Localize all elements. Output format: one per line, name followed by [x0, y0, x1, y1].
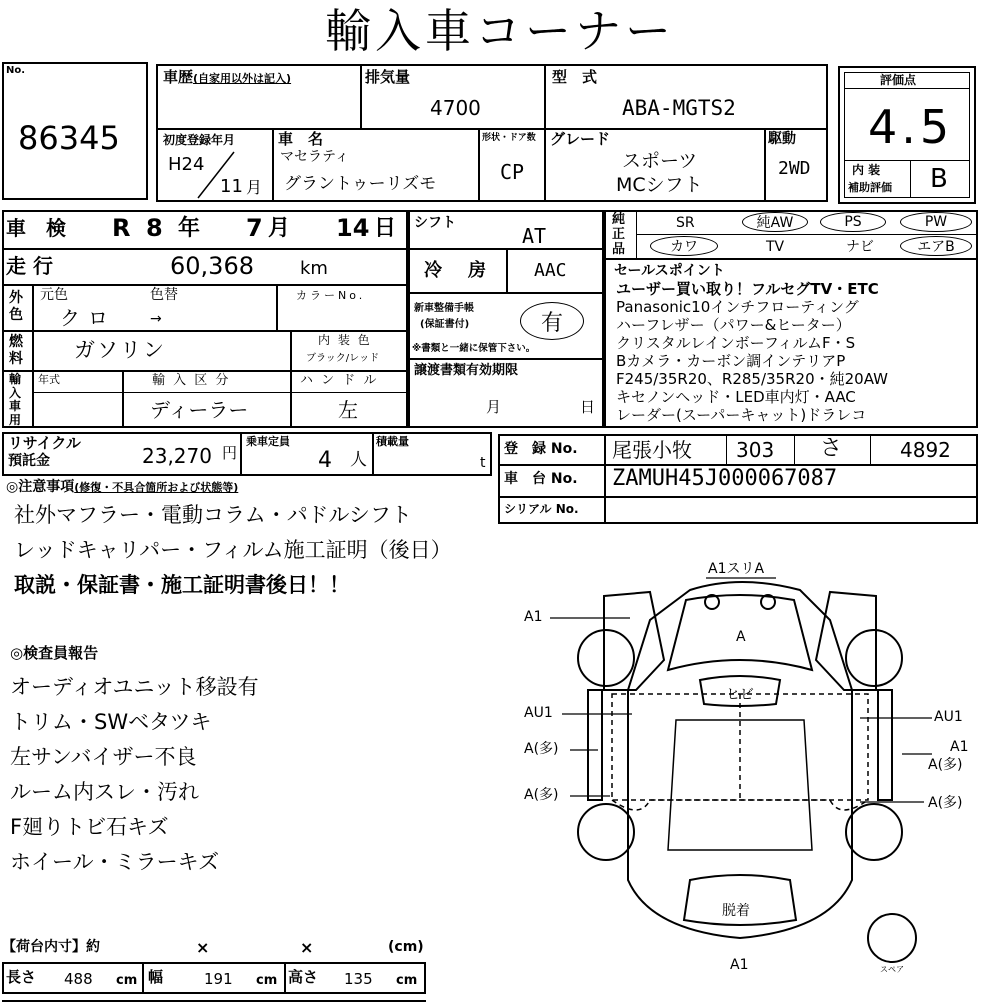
capacity-value: 4 [318, 448, 332, 473]
caution-line: 社外マフラー・電動コラム・パドルシフト [14, 503, 412, 527]
sales-lines [616, 280, 888, 424]
grade-label: グレード [550, 130, 611, 148]
shift-label: シフト [414, 215, 456, 231]
score-label: 評価点 [880, 73, 917, 87]
cargo-x1: × [196, 938, 210, 957]
manual-label: 新車整備手帳 [414, 303, 474, 314]
caution-line: レッドキャリパー・フィルム施工証明（後日） [14, 538, 452, 562]
cargo-height-label: 高さ [288, 968, 319, 986]
interior-color-label: 内 装 色 [318, 333, 372, 347]
diag-left-2: AU1 [524, 705, 553, 721]
drive-label: 駆動 [768, 131, 796, 147]
diag-glass-label: ヒビ [726, 687, 754, 703]
cargo-height: 135 [344, 970, 373, 988]
inspector-line: ルーム内スレ・汚れ [10, 780, 199, 804]
cargo-width-label: 幅 [148, 968, 164, 986]
shift-value: AT [522, 224, 547, 248]
diag-spare-label: スペア [880, 965, 904, 974]
registration-label: 登 録 No. [504, 441, 578, 457]
lot-number: 86345 [18, 119, 120, 157]
car-maker: マセラティ [280, 149, 349, 165]
inspector-line: オーディオユニット移設有 [10, 675, 259, 699]
inspection-day: 14 [336, 214, 370, 242]
serial-label: シリアル No. [504, 502, 579, 516]
displacement-value: 4700 [430, 96, 481, 120]
mileage-unit: km [300, 258, 328, 279]
inspection-label: 車 検 [6, 216, 66, 240]
car-model: グラントゥーリズモ [284, 174, 437, 194]
load-unit: t [480, 455, 486, 471]
fuel-label: 燃料 [9, 334, 23, 367]
load-label: 積載量 [376, 435, 409, 448]
equip-aw: 純AW [742, 212, 808, 232]
handle-label: ハ ン ド ル [300, 373, 379, 388]
diag-left-3: A(多) [524, 741, 559, 757]
manual-value-circle [520, 302, 584, 340]
handle-value: 左 [338, 398, 358, 422]
inspection-year-unit: 年 [178, 216, 201, 241]
color-label: 外色 [9, 290, 23, 323]
manual-note: ※書類と一緒に保管下さい。 [412, 343, 536, 354]
equip-tv: TV [766, 239, 785, 255]
inspector-line: 左サンバイザー不良 [10, 745, 197, 769]
color-code-label: カラーNo. [296, 289, 366, 302]
equip-airbag: エアB [900, 236, 972, 256]
score-value: 4.5 [868, 100, 954, 154]
cargo-width-cm: cm [256, 973, 278, 988]
diag-left-4: A(多) [524, 787, 559, 803]
cargo-length-cm: cm [116, 973, 138, 988]
orig-color-value: クロ [60, 306, 116, 330]
body-label: 形状・ドア数 [482, 133, 536, 143]
grade-line2: MCシフト [616, 174, 703, 196]
capacity-label: 乗車定員 [246, 435, 290, 448]
inspection-era: R [112, 214, 131, 242]
body-value: CP [500, 160, 525, 184]
cargo-label: 【荷台内寸】約 [2, 939, 100, 955]
model-code-label: 型 式 [552, 68, 598, 86]
first-reg-year: H24 [168, 154, 205, 175]
diag-right-2: A1 [950, 739, 969, 755]
import-year-label: 年式 [38, 373, 60, 386]
grade-line1: スポーツ [622, 150, 698, 172]
equip-leather: カワ [650, 236, 718, 256]
sales-line: キセノンヘッド・LED車内灯・AAC [616, 388, 856, 406]
diag-right-3: A(多) [928, 757, 963, 773]
caution-line: 取説・保証書・施工証明書後日！！ [14, 573, 350, 597]
first-reg-month-unit: 月 [246, 178, 263, 197]
sales-line: レーダー(スーパーキャット)ドラレコ [616, 406, 867, 424]
manual-sub: (保証書付) [420, 319, 470, 330]
inspector-lines [10, 670, 259, 880]
sales-label: セールスポイント [614, 263, 725, 279]
diag-right-4: A(多) [928, 795, 963, 811]
first-reg-label: 初度登録年月 [163, 133, 236, 147]
caution-lines [14, 498, 452, 603]
aircon-value: AAC [534, 260, 567, 281]
sales-line: クリスタルレインボーフィルムF・S [616, 334, 856, 352]
car-name-label: 車 名 [278, 130, 324, 148]
interior-color-value: ブラック/レッド [306, 353, 380, 364]
capacity-unit: 人 [350, 450, 367, 470]
page-title: 輸入車コーナー [325, 4, 675, 58]
cargo-length-label: 長さ [6, 968, 37, 986]
diag-right-1: AU1 [934, 709, 963, 725]
inspection-month-unit: 月 [268, 216, 291, 241]
import-label: 輸入車用 [9, 372, 22, 427]
recycle-value: 23,270 [142, 444, 212, 468]
cargo-length: 488 [64, 970, 93, 988]
transfer-month-unit: 月 [486, 398, 502, 416]
recycle-label-2: 預託金 [8, 453, 50, 469]
sales-line: Bカメラ・カーボン調インテリアP [616, 352, 846, 370]
manual-value: 有 [540, 310, 563, 336]
equip-navi: ナビ [846, 239, 874, 255]
cargo-unit: (cm) [388, 939, 424, 955]
import-class-value: ディーラー [150, 398, 249, 422]
diag-rear-label: 脱着 [722, 903, 750, 919]
caution-label: ◎注意事項(修復・不具合箇所および状態等) [6, 479, 239, 495]
cargo-height-cm: cm [396, 973, 418, 988]
inspector-label: ◎検査員報告 [10, 644, 99, 662]
fuel-value: ガソリン [74, 338, 166, 362]
registration-kana: さ [820, 436, 843, 461]
registration-area: 尾張小牧 [612, 438, 692, 462]
transfer-day-unit: 日 [580, 398, 596, 416]
first-reg-month: 11 [220, 176, 243, 197]
change-color-label: 色替 [150, 287, 178, 303]
diag-bottom-label: A1 [730, 957, 749, 973]
sales-line: ユーザー買い取り！フルセグTV・ETC [616, 280, 879, 298]
inspection-year: 8 [146, 214, 163, 242]
inspection-day-unit: 日 [374, 216, 397, 241]
transfer-label: 譲渡書類有効期限 [414, 363, 519, 378]
mileage-value: 60,368 [170, 252, 254, 280]
lot-label: No. [6, 65, 26, 76]
inspection-month: 7 [246, 214, 263, 242]
recycle-label-1: リサイクル [8, 434, 81, 452]
chassis-label: 車 台 No. [504, 471, 578, 487]
cargo-x2: × [300, 938, 314, 957]
diag-left-1: A1 [524, 609, 543, 625]
equip-ps: PS [820, 212, 886, 232]
orig-color-label: 元色 [40, 287, 68, 303]
interior-score-label-1: 内 装 [852, 163, 881, 177]
model-code-value: ABA-MGTS2 [622, 96, 736, 120]
displacement-label: 排気量 [365, 68, 411, 86]
sales-line: ハーフレザー（パワー&ヒーター） [616, 316, 851, 334]
inspector-line: F廻りトビ石キズ [10, 815, 169, 839]
diag-roof-label: A [736, 629, 746, 645]
import-class-label: 輸 入 区 分 [152, 373, 231, 388]
interior-score-label-2: 補助評価 [848, 181, 892, 194]
inspector-line: トリム・SWベタツキ [10, 710, 212, 734]
mileage-label: 走 行 [6, 254, 53, 278]
registration-class: 303 [736, 438, 775, 462]
change-color-arrow: → [150, 311, 162, 327]
registration-number: 4892 [900, 438, 951, 462]
sales-line: Panasonic10インチフローティング [616, 298, 859, 316]
recycle-unit: 円 [222, 444, 238, 462]
equip-pw: PW [900, 212, 972, 232]
diag-top-label: A1スリA [708, 561, 765, 577]
drive-value: 2WD [778, 158, 811, 179]
equipment-label: 純正品 [612, 212, 626, 257]
chassis-value: ZAMUH45J000067087 [612, 466, 838, 491]
cargo-width: 191 [204, 970, 233, 988]
interior-score-value: B [930, 164, 948, 194]
sales-line: F245/35R20、R285/35R20・純20AW [616, 370, 888, 388]
aircon-label: 冷 房 [424, 260, 490, 281]
equip-sr: SR [676, 215, 695, 231]
history-label: 車歴(自家用以外は記入) [163, 68, 292, 86]
inspector-line: ホイール・ミラーキズ [10, 850, 220, 874]
